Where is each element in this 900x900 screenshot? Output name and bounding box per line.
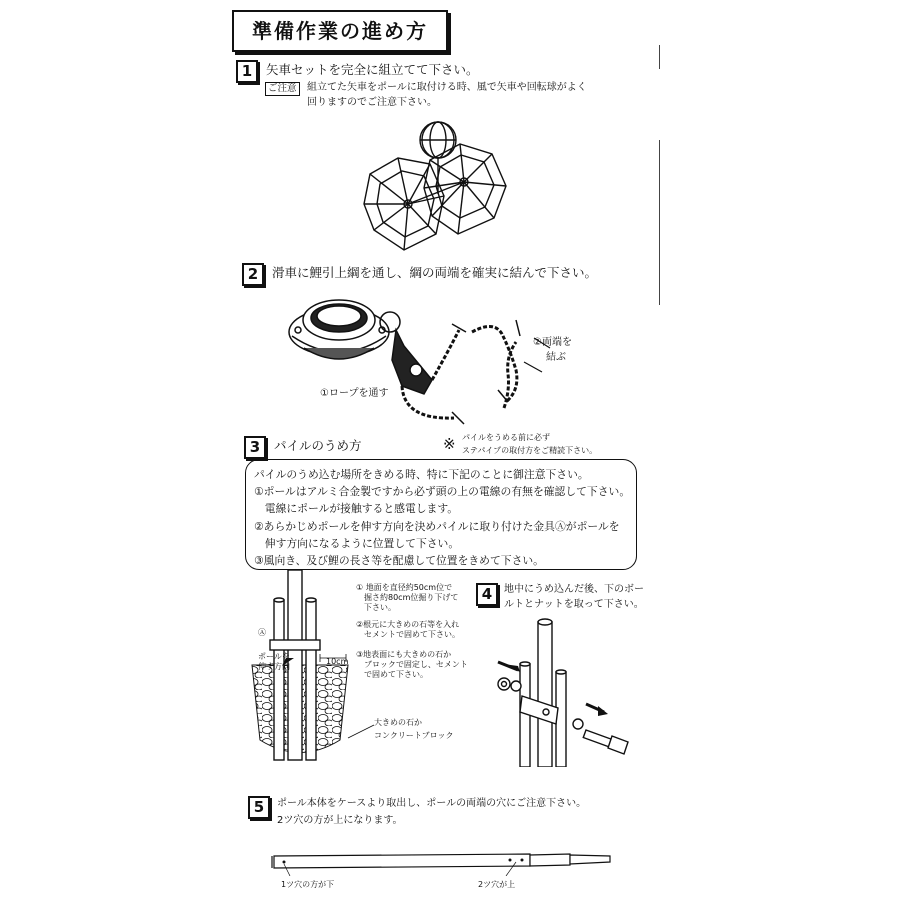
step-4-text-1: 地中にうめ込んだ後、下のボー (504, 584, 644, 595)
label-one-hole: 1ツ穴の方が下 (281, 880, 335, 889)
label-stone-1: 大きめの石か (374, 718, 422, 727)
label-two-holes: 2ツ穴が上 (478, 880, 516, 889)
label-pass-rope: ①ロープを通す (320, 388, 389, 399)
step-5-text-2: 2ツ穴の方が上になります。 (277, 815, 403, 826)
caution-label: ご注意 (265, 82, 300, 96)
label-tie-ends-1: ②両端を (533, 337, 572, 348)
step-3-number: 3 (244, 436, 266, 459)
bolt-removal-illustration (490, 612, 640, 767)
notice-line: ③風向き、及び鯉の長さ等を配慮して位置をきめて下さい。 (254, 554, 544, 568)
dig-instruction-3: ③地表面にも大きめの石か ブロックで固定し、セメント で固めて下さい。 (356, 650, 468, 679)
step-5-number: 5 (248, 796, 270, 819)
step-1-text: 矢車セットを完全に組立てて下さい。 (266, 62, 479, 77)
step-2-number: 2 (242, 263, 264, 286)
label-a: Ⓐ (258, 628, 266, 637)
step-5-text-1: ポール本体をケースより取出し、ポールの両端の穴にご注意下さい。 (277, 798, 587, 809)
caution-line-1: 組立てた矢車をポールに取付ける時、風で矢車や回転球がよく (307, 82, 587, 93)
step-4-number: 4 (476, 583, 498, 606)
edge-mark (659, 140, 660, 305)
label-10cm: 10cm (326, 657, 349, 666)
caution-notice-box (245, 459, 637, 570)
label-direction-1: ポールを (258, 652, 290, 661)
windmill-illustration (360, 112, 520, 260)
notice-line: ①ポールはアルミ合金製ですから必ず頭の上の電線の有無を確認して下さい。 (254, 485, 631, 499)
step-1-number: 1 (236, 60, 258, 83)
note-line-2: ステパイプの取付方をご精読下さい。 (462, 446, 598, 455)
note-line-1: パイルをうめる前に必ず (462, 433, 550, 442)
dig-instruction-1: ① 地面を直径約50cm位で 掘さ約80cm位掘り下げて 下さい。 (356, 583, 459, 612)
dig-instruction-2: ②根元に大きめの石等を入れ セメントで固めて下さい。 (356, 620, 460, 639)
stone-pointer-line (346, 722, 376, 742)
page-title: 準備作業の進め方 (232, 10, 448, 52)
caution-line-2: 回りますのでご注意下さい。 (307, 97, 437, 108)
label-stone-2: コンクリートブロック (374, 731, 454, 740)
label-direction-2: 伸す方向 (258, 662, 290, 671)
notice-line: 伸す方向になるように位置して下さい。 (254, 536, 460, 550)
step-4-text-2: ルトとナットを取って下さい。 (504, 599, 644, 610)
edge-mark (659, 45, 660, 69)
label-tie-ends-2: 結ぶ (546, 352, 566, 363)
notice-line: 電線にポールが接触すると感電します。 (254, 502, 459, 516)
step-3-title: パイルのうめ方 (274, 438, 362, 453)
pole-body-illustration (270, 846, 620, 876)
step-2-text: 滑車に鯉引上綱を通し、綱の両端を確実に結んで下さい。 (272, 265, 598, 280)
notice-line: パイルのうめ込む場所をきめる時、特に下記のことに御注意下さい。 (254, 468, 589, 481)
note-mark: ※ (443, 435, 456, 453)
notice-line: ②あらかじめポールを伸す方向を決めパイルに取り付けた金具Ⓐがポールを (254, 519, 620, 533)
